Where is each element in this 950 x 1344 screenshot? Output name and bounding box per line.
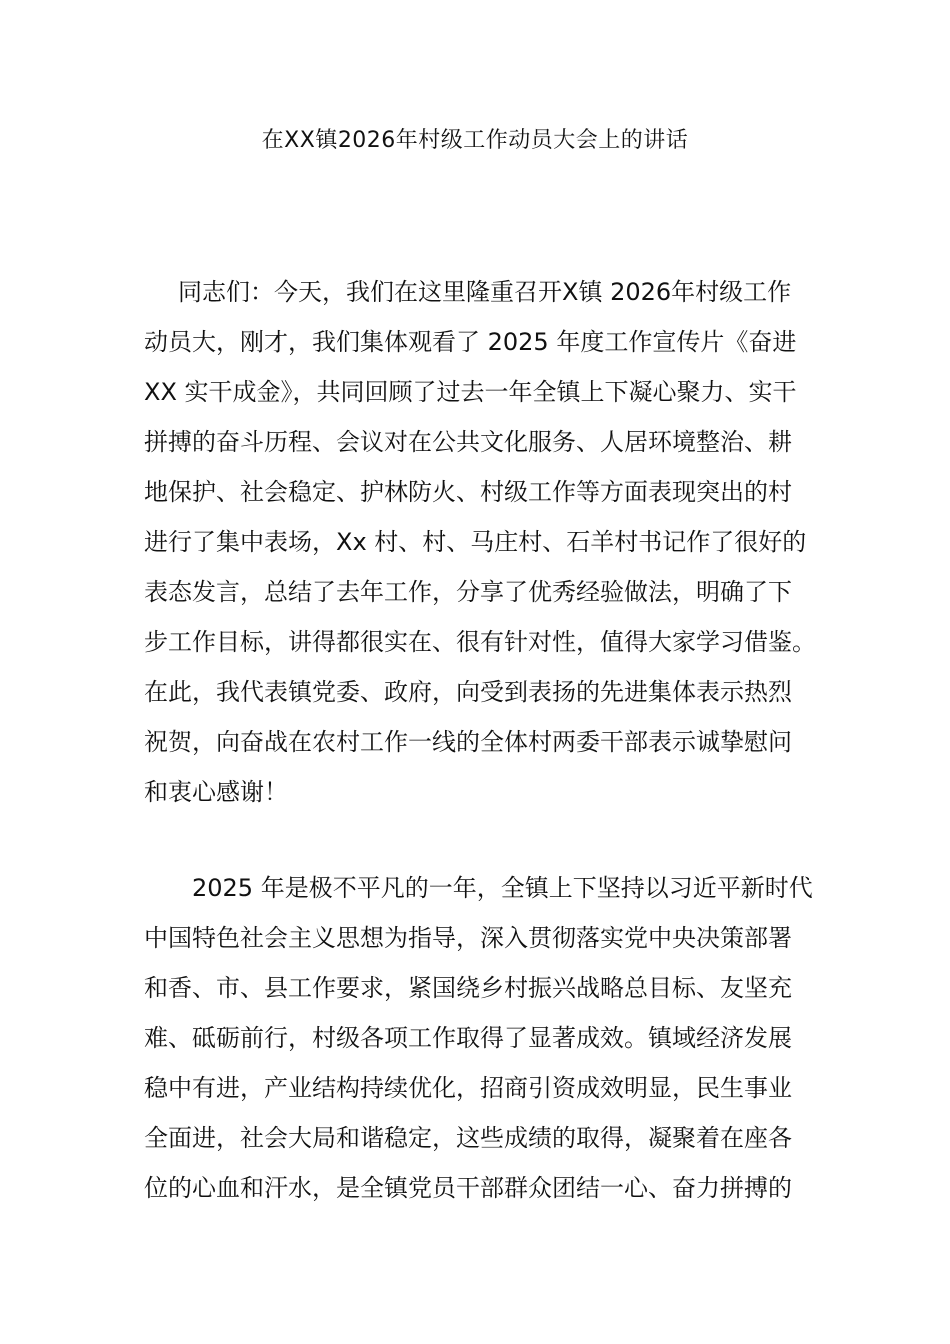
paragraph-line: 2025 年是极不平凡的一年，全镇上下坚持以习近平新时代	[192, 874, 813, 902]
paragraph-1	[144, 267, 816, 817]
paragraph-line: 拼搏的奋斗历程、会议对在公共文化服务、人居环境整治、耕	[144, 428, 792, 456]
paragraph-line: 和衷心感谢！	[144, 778, 288, 806]
paragraph-line: 表态发言，总结了去年工作，分享了优秀经验做法，明确了下	[144, 578, 792, 606]
document-title: 在XX镇2026年村级工作动员大会上的讲话	[261, 128, 689, 153]
paragraph-line: 地保护、社会稳定、护林防火、村级工作等方面表现突出的村	[144, 478, 792, 506]
paragraph-line: XX 实干成金》，共同回顾了过去一年全镇上下凝心聚力、实干	[144, 378, 797, 406]
paragraph-line: 全面进，社会大局和谐稳定，这些成绩的取得，凝聚着在座各	[144, 1124, 792, 1152]
paragraph-line: 步工作目标，讲得都很实在、很有针对性，值得大家学习借鉴。	[144, 628, 816, 656]
paragraph-line: 在此，我代表镇党委、政府，向受到表扬的先进集体表示热烈	[144, 678, 792, 706]
paragraph-2	[144, 863, 813, 1213]
paragraph-line: 位的心血和汗水，是全镇党员干部群众团结一心、奋力拼搏的	[144, 1174, 792, 1202]
paragraph-line: 进行了集中表场，Xx 村、村、马庄村、石羊村书记作了很好的	[144, 528, 807, 556]
paragraph-line: 动员大，刚才，我们集体观看了 2025 年度工作宣传片《奋进	[144, 328, 797, 356]
paragraph-line: 中国特色社会主义思想为指导，深入贯彻落实党中央决策部署	[144, 924, 792, 952]
paragraph-line: 祝贺，向奋战在农村工作一线的全体村两委干部表示诚挚慰问	[144, 728, 792, 756]
paragraph-line: 和香、市、县工作要求，紧国绕乡村振兴战略总目标、友坚充	[144, 974, 792, 1002]
paragraph-line: 同志们：今天，我们在这里隆重召开X镇 2026年村级工作	[178, 278, 792, 306]
paragraph-line: 稳中有进，产业结构持续优化，招商引资成效明显，民生事业	[144, 1074, 792, 1102]
paragraph-line: 难、砥砺前行，村级各项工作取得了显著成效。镇域经济发展	[144, 1024, 792, 1052]
